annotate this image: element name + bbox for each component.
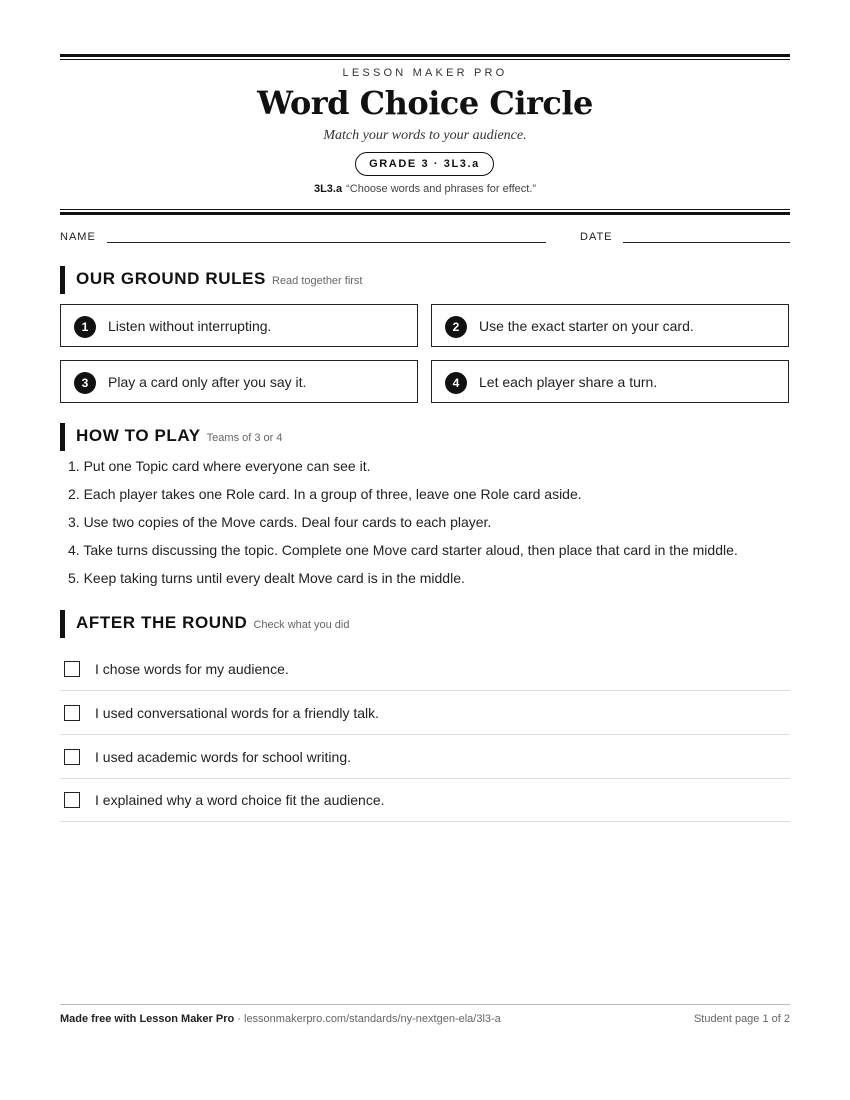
checklist-text: I used academic words for school writing. (95, 749, 351, 765)
date-field[interactable] (623, 242, 790, 243)
step-item: 3. Use two copies of the Move cards. Deal four cards to each player. (68, 514, 492, 530)
rule-text: Listen without interrupting. (108, 318, 272, 334)
rule-number-badge: 2 (445, 316, 467, 338)
rule-number-badge: 4 (445, 372, 467, 394)
step-item: 2. Each player takes one Role card. In a group of three, leave one Role card aside. (68, 486, 582, 502)
rule-number-badge: 3 (74, 372, 96, 394)
rule-text: Let each player share a turn. (479, 374, 658, 390)
checkbox[interactable] (64, 661, 80, 677)
header-rule-top-thin (60, 59, 790, 60)
step-item: 4. Take turns discussing the topic. Complete one Move card starter aloud, then place that card in the middle. (68, 542, 738, 558)
step-item: 5. Keep taking turns until every dealt Move card is in the middle. (68, 570, 465, 586)
footer-url-link[interactable]: lessonmakerpro.com/standards/ny-nextgen-ela/3l3-a (244, 1013, 501, 1025)
checklist-item (60, 778, 790, 822)
ground-rules-heading (60, 266, 790, 294)
section-bar (60, 266, 65, 294)
after-round-note: Check what you did (253, 619, 350, 631)
grade-badge: GRADE 3 · 3L3.a (355, 152, 494, 176)
standard-code: 3L3.a (313, 183, 343, 195)
checklist-text: I chose words for my audience. (95, 661, 289, 677)
rule-number-badge: 1 (74, 316, 96, 338)
footer-separator: · (234, 1013, 244, 1025)
ground-rules-title: OUR GROUND RULES (76, 269, 266, 288)
name-field[interactable] (107, 242, 546, 243)
header-rule-bottom (60, 212, 790, 215)
step-item: 1. Put one Topic card where everyone can see it. (68, 458, 371, 474)
checkbox[interactable] (64, 792, 80, 808)
ground-rule-card (60, 360, 418, 403)
rule-text: Play a card only after you say it. (108, 374, 307, 390)
ground-rules-note: Read together first (272, 275, 363, 287)
section-bar (60, 423, 65, 451)
ground-rule-card (431, 360, 789, 403)
checklist-text: I used conversational words for a friendly talk. (95, 705, 380, 721)
page-footer (60, 1004, 790, 1025)
ground-rule-card (60, 304, 418, 347)
standard-text: “Choose words and phrases for effect.” (346, 183, 537, 195)
how-to-play-note: Teams of 3 or 4 (206, 432, 283, 444)
checklist-item (60, 691, 790, 735)
after-round-heading (60, 610, 790, 638)
checkbox[interactable] (64, 749, 80, 765)
student-fields (60, 230, 790, 246)
standard-line (60, 183, 790, 195)
name-label: NAME (60, 231, 96, 243)
footer-made-with: Made free with Lesson Maker Pro (60, 1013, 235, 1025)
section-bar (60, 610, 65, 638)
after-round-title: AFTER THE ROUND (76, 613, 248, 632)
date-label: DATE (580, 231, 613, 243)
footer-page-label: Student page 1 of 2 (693, 1013, 790, 1025)
checklist-item (60, 647, 790, 691)
header-rule-bottom-thin (60, 209, 790, 210)
how-to-play-heading (60, 423, 790, 451)
rule-text: Use the exact starter on your card. (479, 318, 694, 334)
how-to-play-steps (68, 458, 798, 598)
checklist-item (60, 735, 790, 779)
checkbox[interactable] (64, 705, 80, 721)
page-title: Word Choice Circle (257, 84, 593, 122)
how-to-play-title: HOW TO PLAY (76, 426, 201, 445)
page-subtitle: Match your words to your audience. (323, 128, 527, 143)
checklist-text: I explained why a word choice fit the audience. (95, 792, 385, 808)
header-rule-top (60, 54, 790, 57)
brand-name: LESSON MAKER PRO (342, 67, 508, 79)
ground-rule-card (431, 304, 789, 347)
